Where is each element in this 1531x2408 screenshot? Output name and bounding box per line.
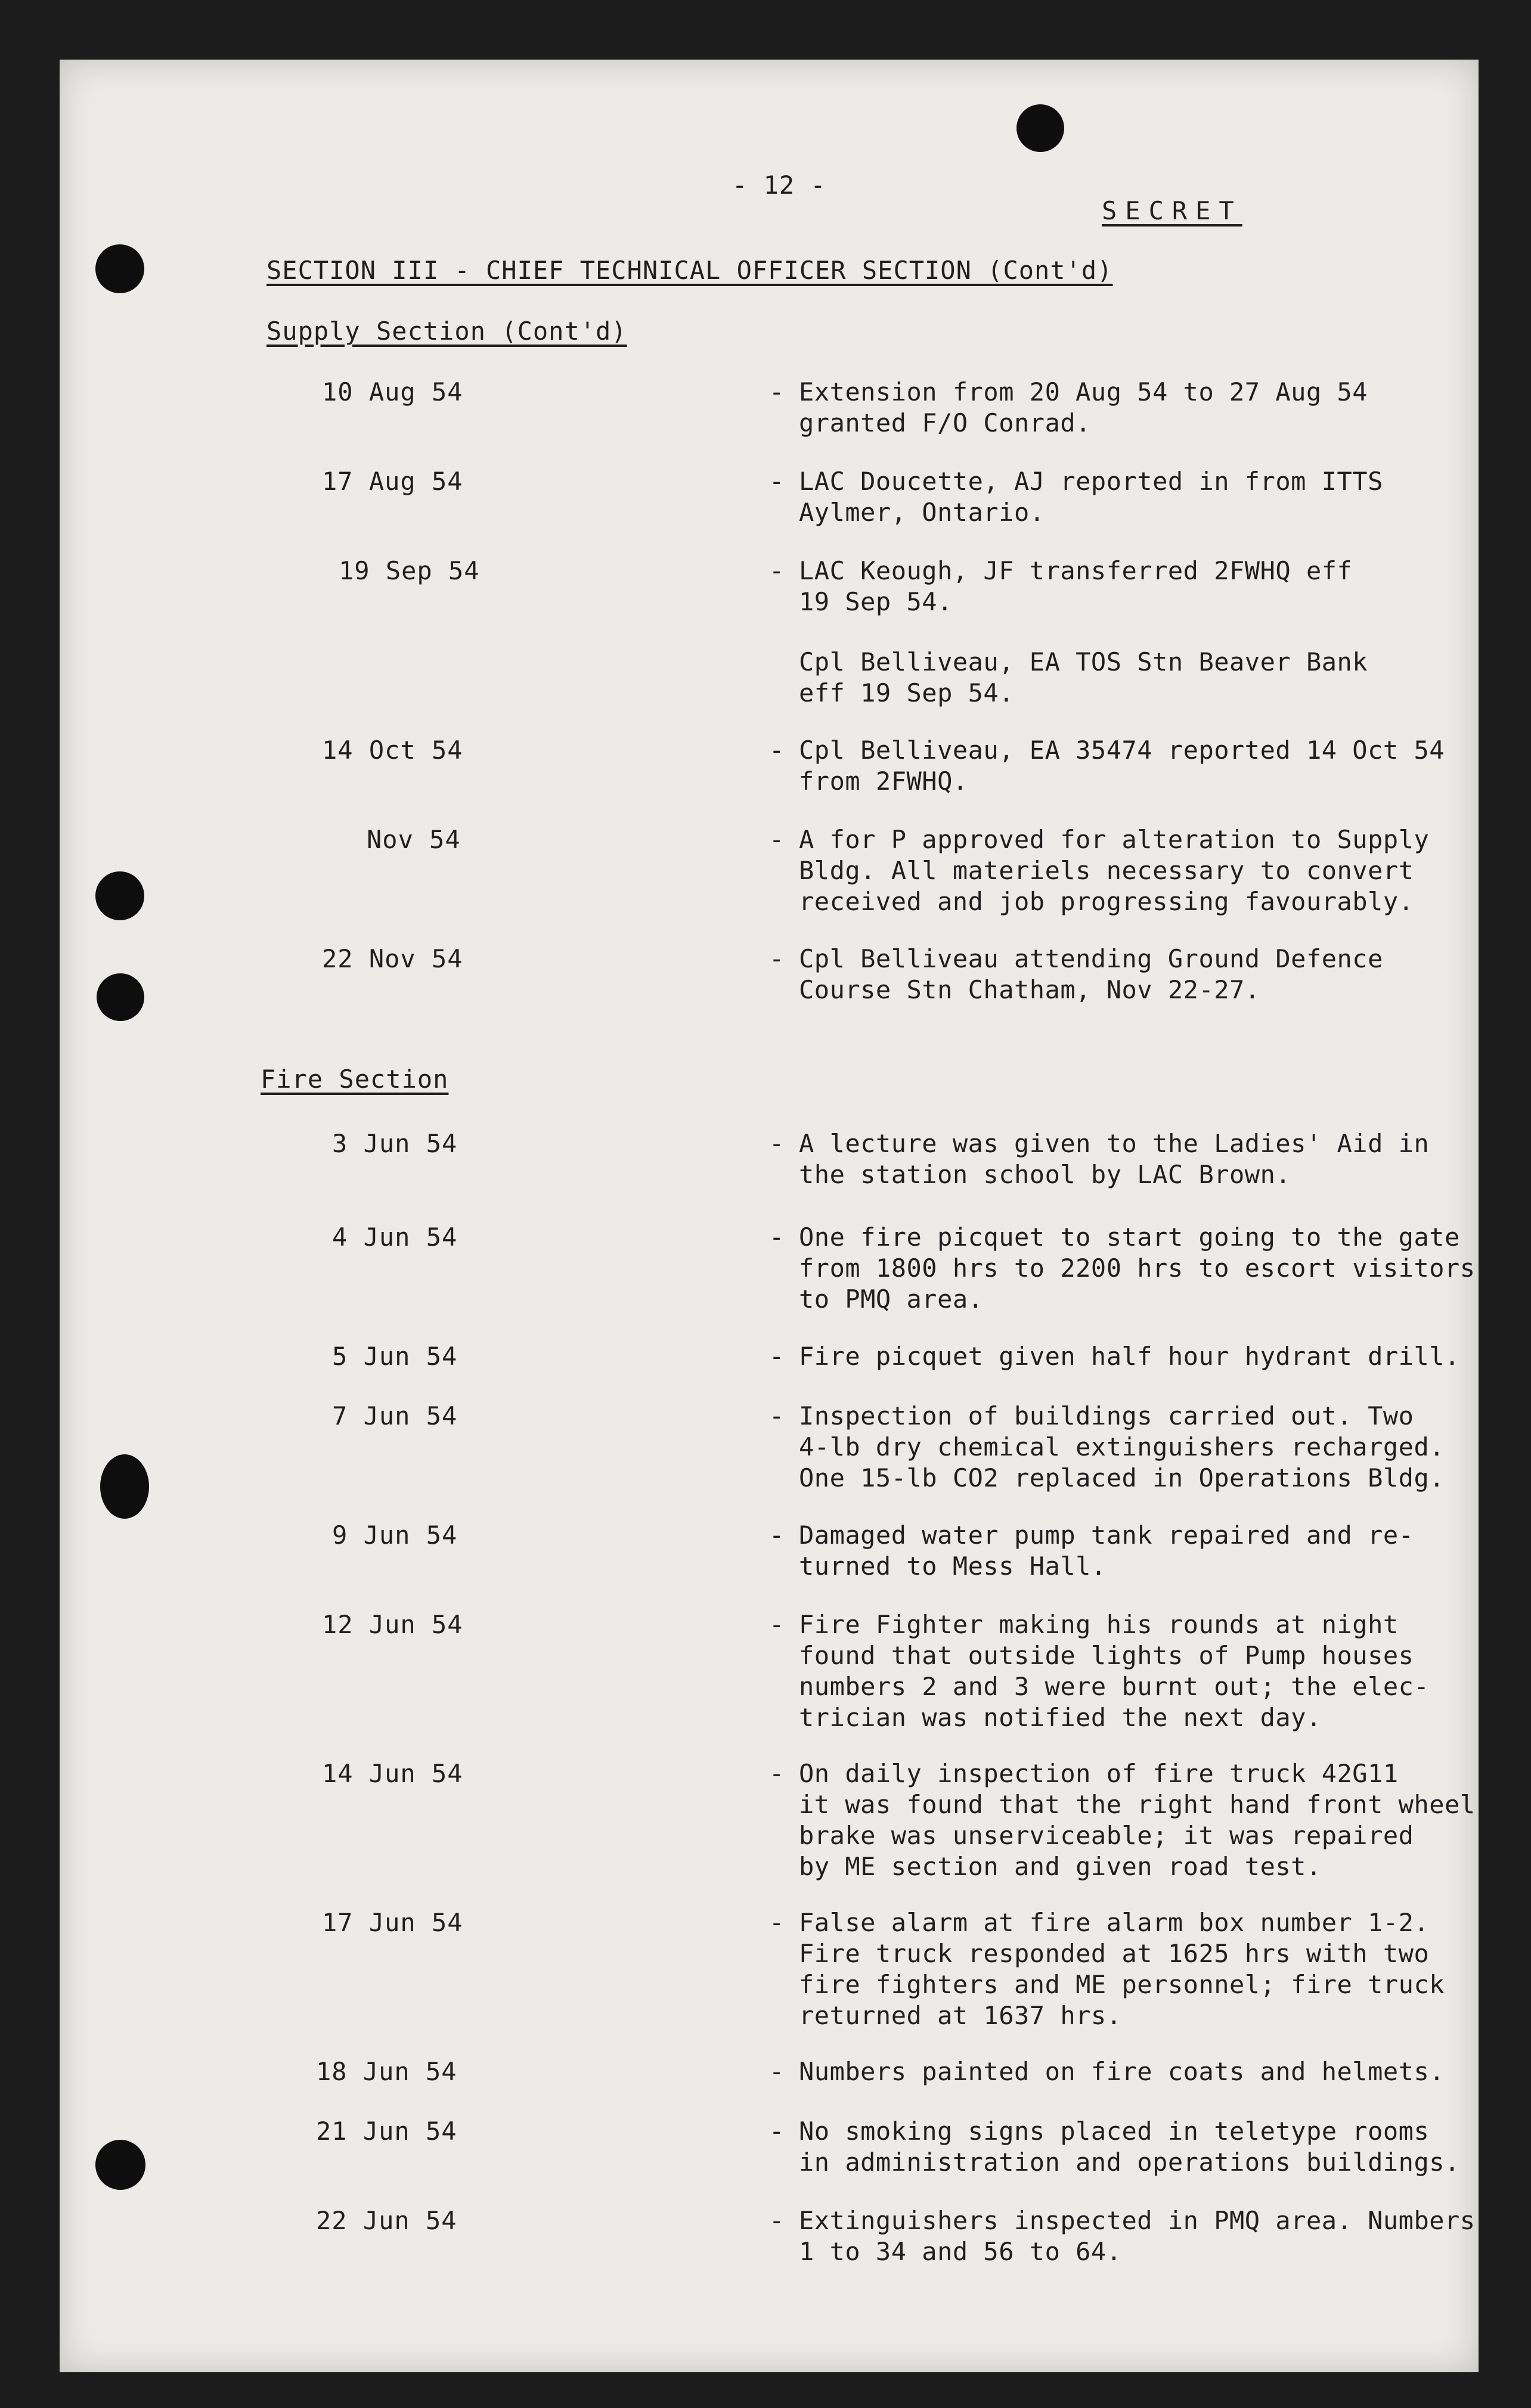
entry-dash: -	[769, 377, 785, 406]
page-number: - 12 -	[732, 170, 826, 200]
entry-date: 18 Jun 54	[316, 2057, 457, 2086]
entry-text: LAC Keough, JF transferred 2FWHQ eff 19 Sep 54.	[799, 556, 1353, 616]
entry-dash: -	[769, 825, 785, 854]
entry-dash: -	[769, 1610, 785, 1639]
entry-date: 5 Jun 54	[332, 1342, 458, 1371]
entry-dash: -	[769, 1908, 785, 1937]
entry-text: Inspection of buildings carried out. Two 4-lb dry chemical extinguishers recharged. One 15-lb CO2 replaced in Operations Bldg.	[799, 1401, 1445, 1492]
entry-date: 14 Oct 54	[322, 736, 463, 765]
entry-date: 17 Aug 54	[322, 467, 463, 496]
punch-hole	[95, 2140, 145, 2190]
entry-dash: -	[769, 1401, 785, 1430]
entry-dash: -	[769, 556, 785, 585]
entry-date: 9 Jun 54	[332, 1520, 458, 1550]
entry-date: 21 Jun 54	[316, 2117, 457, 2146]
entry-dash: -	[769, 467, 785, 496]
punch-hole	[1016, 104, 1064, 152]
entry-text: Fire Fighter making his rounds at night found that outside lights of Pump houses numbers 2 and 3 were burnt out; the elec- trician was notified the next day.	[799, 1610, 1430, 1732]
entry-text: A lecture was given to the Ladies' Aid in the station school by LAC Brown.	[799, 1129, 1430, 1189]
punch-hole	[95, 871, 144, 920]
section-title: SECTION III - CHIEF TECHNICAL OFFICER SECTION (Cont'd)	[266, 256, 1113, 285]
document-page	[60, 60, 1479, 2372]
entry-text: LAC Doucette, AJ reported in from ITTS Aylmer, Ontario.	[799, 467, 1383, 527]
entry-text: On daily inspection of fire truck 42G11 it was found that the right hand front wheel brake was unserviceable; it was repaired by ME section and given road test.	[799, 1759, 1476, 1881]
entry-text: Cpl Belliveau attending Ground Defence Course Stn Chatham, Nov 22-27.	[799, 944, 1383, 1004]
punch-hole	[97, 973, 144, 1021]
entry-text: Cpl Belliveau, EA TOS Stn Beaver Bank eff 19 Sep 54.	[799, 647, 1368, 707]
entry-date: 4 Jun 54	[332, 1222, 458, 1252]
entry-dash: -	[769, 2057, 785, 2086]
entry-date: 19 Sep 54	[339, 556, 480, 585]
entry-date: 3 Jun 54	[332, 1129, 458, 1158]
entry-date: 10 Aug 54	[322, 377, 463, 406]
punch-hole	[95, 244, 144, 293]
entry-dash: -	[769, 1129, 785, 1158]
entry-dash: -	[769, 2206, 785, 2235]
entry-text: Fire picquet given half hour hydrant drill.	[799, 1342, 1460, 1371]
entry-date: 7 Jun 54	[332, 1401, 458, 1430]
entry-text: Cpl Belliveau, EA 35474 reported 14 Oct 54 from 2FWHQ.	[799, 736, 1445, 796]
entry-dash: -	[769, 2117, 785, 2146]
entry-text: One fire picquet to start going to the gate from 1800 hrs to 2200 hrs to escort visitors to PMQ area.	[799, 1222, 1476, 1314]
entry-date: 17 Jun 54	[322, 1908, 463, 1937]
entry-text: Damaged water pump tank repaired and re- turned to Mess Hall.	[799, 1520, 1414, 1581]
entry-dash: -	[769, 1759, 785, 1788]
entry-text: Extinguishers inspected in PMQ area. Numbers 1 to 34 and 56 to 64.	[799, 2206, 1476, 2266]
entry-date: 22 Jun 54	[316, 2206, 457, 2235]
classification-marking: SECRET	[1102, 196, 1242, 225]
entry-dash: -	[769, 736, 785, 765]
entry-text: A for P approved for alteration to Supply Bldg. All materiels necessary to convert received and job progressing favourably.	[799, 825, 1430, 916]
fire-section-heading: Fire Section	[261, 1065, 449, 1094]
entry-date: Nov 54	[367, 825, 461, 854]
entry-text: False alarm at fire alarm box number 1-2. Fire truck responded at 1625 hrs with two fire fighters and ME personnel; fire truck returned at 1637 hrs.	[799, 1908, 1445, 2030]
entry-text: Extension from 20 Aug 54 to 27 Aug 54 granted F/O Conrad.	[799, 377, 1368, 437]
entry-dash: -	[769, 1342, 785, 1371]
entry-text: No smoking signs placed in teletype rooms in administration and operations buildings.	[799, 2117, 1460, 2177]
entry-text: Numbers painted on fire coats and helmets.	[799, 2057, 1445, 2086]
supply-section-heading: Supply Section (Cont'd)	[266, 316, 627, 346]
entry-dash: -	[769, 944, 785, 973]
entry-dash: -	[769, 1222, 785, 1252]
entry-date: 12 Jun 54	[322, 1610, 463, 1639]
entry-date: 22 Nov 54	[322, 944, 463, 973]
punch-hole	[100, 1454, 149, 1519]
entry-dash: -	[769, 1520, 785, 1550]
entry-date: 14 Jun 54	[322, 1759, 463, 1788]
